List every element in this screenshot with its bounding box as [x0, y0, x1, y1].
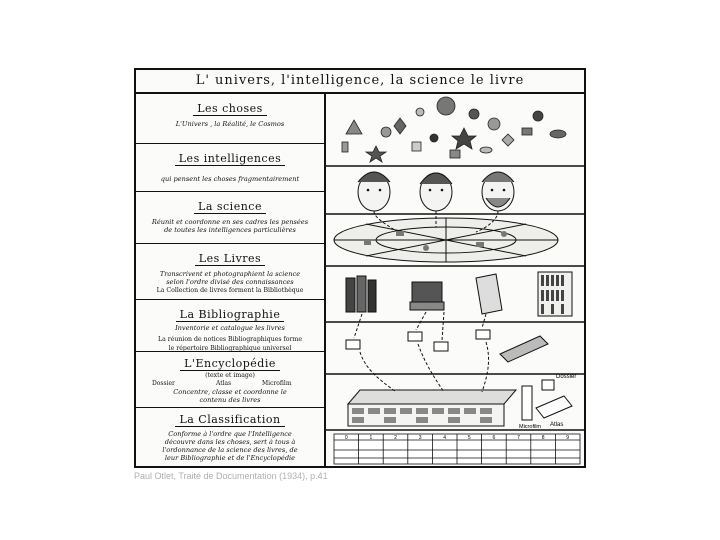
row-title: Les choses — [193, 102, 267, 116]
books-illustration — [346, 272, 572, 316]
microfilm-reel-icon — [522, 386, 532, 420]
shelf-book — [561, 275, 564, 286]
circle-shape — [488, 118, 500, 130]
row-description-4: leur Bibliographie et de l'Encyclopédie — [164, 454, 296, 462]
eye-dot — [429, 189, 432, 192]
connector-dashed — [482, 314, 486, 328]
dossier-label: Dossier — [556, 374, 577, 380]
row-description: qui pensent les choses fragmentairement — [160, 175, 300, 183]
square-shape — [412, 142, 421, 151]
shelf-book — [561, 304, 564, 314]
shelf-book — [551, 290, 554, 301]
shelf-book — [541, 275, 544, 286]
row-title: La Classification — [175, 413, 284, 427]
book-stack-icon — [410, 302, 444, 310]
table-column-number: 4 — [443, 435, 447, 441]
eye-dot — [503, 189, 506, 192]
microfilm-label: Microfilm — [519, 424, 541, 430]
row-description-3: le répertoire Bibliographique universel — [168, 344, 292, 352]
rect-shape — [450, 150, 460, 158]
row-les-intelligences — [136, 144, 324, 192]
fragment-mark — [364, 240, 371, 245]
rect-shape — [522, 128, 532, 135]
table-column-number: 1 — [369, 435, 373, 441]
dossier-icon — [542, 380, 554, 390]
row-les-choses — [136, 94, 324, 144]
sub-label-dossier: Dossier — [152, 379, 175, 387]
index-card-icon — [476, 330, 490, 339]
row-description: Transcrivent et photographient la science — [159, 270, 301, 278]
index-card-icon — [408, 332, 422, 341]
circle-shape — [416, 108, 424, 116]
cabinet-drawer — [400, 408, 412, 414]
row-la-science — [136, 192, 324, 244]
cabinet-drawer — [368, 408, 380, 414]
row-description-3: l'ordonnance de la science des livres, de — [162, 446, 298, 454]
cabinet-drawer — [432, 408, 444, 414]
eye-dot — [441, 189, 444, 192]
ellipse-shape — [480, 147, 492, 153]
row-l-encyclopedie — [136, 352, 324, 408]
diamond-shape — [394, 118, 406, 134]
atlas-icon — [536, 396, 572, 418]
connector-dashed — [416, 312, 426, 330]
row-description-2: découvre dans les choses, sert à tous à — [164, 438, 296, 446]
row-title: L'Encyclopédie — [180, 357, 280, 371]
encyclopedia-illustration — [348, 342, 572, 426]
row-title: Les intelligences — [175, 152, 286, 166]
hair-shape — [482, 172, 514, 182]
cabinet-drawer — [480, 408, 492, 414]
illustration-panel — [326, 92, 584, 466]
shelf-book — [546, 290, 549, 301]
triangle-shape — [346, 120, 362, 134]
cabinet-drawer — [416, 417, 428, 423]
cabinet-top — [348, 390, 516, 404]
star-shape — [452, 128, 476, 149]
table-column-number: 9 — [566, 435, 570, 441]
fragment-mark — [423, 245, 429, 251]
eye-dot — [491, 189, 494, 192]
row-description: Réunit et coordonne en ses cadres les pensées — [151, 218, 309, 226]
cabinet-drawer — [464, 408, 476, 414]
fragment-mark — [396, 231, 404, 236]
table-column-number: 8 — [541, 435, 545, 441]
ellipse-shape — [550, 130, 566, 138]
encyclopedie-sub-labels — [144, 380, 316, 388]
cabinet-drawer — [352, 417, 364, 423]
fragment-mark — [476, 242, 484, 247]
connector-dashed — [482, 342, 489, 392]
row-description-3: contenu des livres — [199, 395, 261, 404]
sphere-shape — [437, 97, 455, 115]
shelf-book — [541, 290, 544, 301]
book-icon — [346, 278, 355, 312]
cabinet-drawer — [416, 408, 428, 414]
table-column-number: 6 — [492, 435, 496, 441]
table-column-number: 3 — [418, 435, 422, 441]
table-column-number: 2 — [394, 435, 397, 441]
table-column-number: 0 — [344, 435, 348, 441]
table-column-number: 7 — [517, 435, 520, 441]
heads-illustration — [358, 172, 514, 211]
diamond-shape — [502, 134, 514, 146]
row-title: La Bibliographie — [176, 308, 285, 322]
row-title: Les Livres — [195, 252, 265, 266]
shelf-book — [546, 275, 549, 286]
shelf-book — [541, 304, 544, 314]
connector-dashed — [442, 312, 444, 340]
cabinet-drawer — [352, 408, 364, 414]
cabinet-drawer — [384, 417, 396, 423]
connector-dashed — [354, 314, 362, 338]
shelf-book — [551, 304, 554, 314]
shelf-book — [551, 275, 554, 286]
row-description-2: de toutes les intelligences particulières — [164, 226, 296, 234]
row-title: La science — [194, 200, 266, 214]
index-card-icon — [434, 342, 448, 351]
row-description: Conforme à l'ordre que l'Intelligence — [168, 430, 292, 438]
row-description: L'Univers , la Réalité, le Cosmos — [175, 120, 285, 128]
row-description: Inventorie et catalogue les livres — [175, 324, 285, 332]
shelf-book — [556, 275, 559, 286]
index-card-icon — [346, 340, 360, 349]
cabinet-drawer — [480, 417, 492, 423]
science-illustration — [334, 211, 558, 262]
cabinet-drawer — [448, 417, 460, 423]
circle-shape — [533, 111, 543, 121]
hair-shape — [358, 172, 390, 182]
row-les-livres — [136, 244, 324, 300]
card-drawer-icon — [500, 336, 548, 362]
source-caption: Paul Otlet, Traité de Documentation (1934), p.41 — [134, 471, 328, 481]
open-book-icon — [476, 274, 502, 314]
row-la-classification — [136, 408, 324, 468]
diagram-title: L' univers, l'intelligence, la science le livre — [136, 70, 584, 94]
fragment-mark — [501, 231, 507, 237]
rect-shape — [342, 142, 348, 152]
cabinet-drawer — [448, 408, 460, 414]
diagram-sheet — [134, 68, 586, 468]
connector-dashed — [360, 352, 396, 392]
atlas-label: Atlas — [550, 422, 564, 428]
row-description-2: selon l'ordre divisé des connaissances — [166, 278, 294, 286]
circle-shape — [381, 127, 391, 137]
circle-shape — [430, 134, 438, 142]
things-illustration — [342, 97, 566, 162]
book-icon — [368, 280, 376, 312]
row-la-bibliographie — [136, 300, 324, 352]
row-description: (texte et image) — [205, 372, 255, 379]
book-stack-icon — [412, 282, 442, 304]
hair-shape — [420, 173, 452, 184]
shelf-book — [556, 290, 559, 301]
book-icon — [357, 276, 366, 312]
cabinet-drawer — [384, 408, 396, 414]
star-shape — [366, 146, 386, 162]
shelf-book — [561, 290, 564, 301]
table-column-number: 5 — [467, 435, 471, 441]
eye-dot — [367, 189, 370, 192]
row-description-3: La Collection de livres forment la Bibliothèque — [156, 287, 304, 294]
row-description-2: La réunion de notices Bibliographiques forme — [158, 336, 302, 343]
sub-label-atlas: Atlas — [216, 379, 232, 387]
circle-shape — [469, 109, 479, 119]
eye-dot — [379, 189, 382, 192]
sub-label-microfilm: Microfilm — [262, 379, 292, 387]
row-description-2: Concentre, classe et coordonne le — [173, 387, 287, 396]
bibliography-illustration — [346, 312, 548, 362]
